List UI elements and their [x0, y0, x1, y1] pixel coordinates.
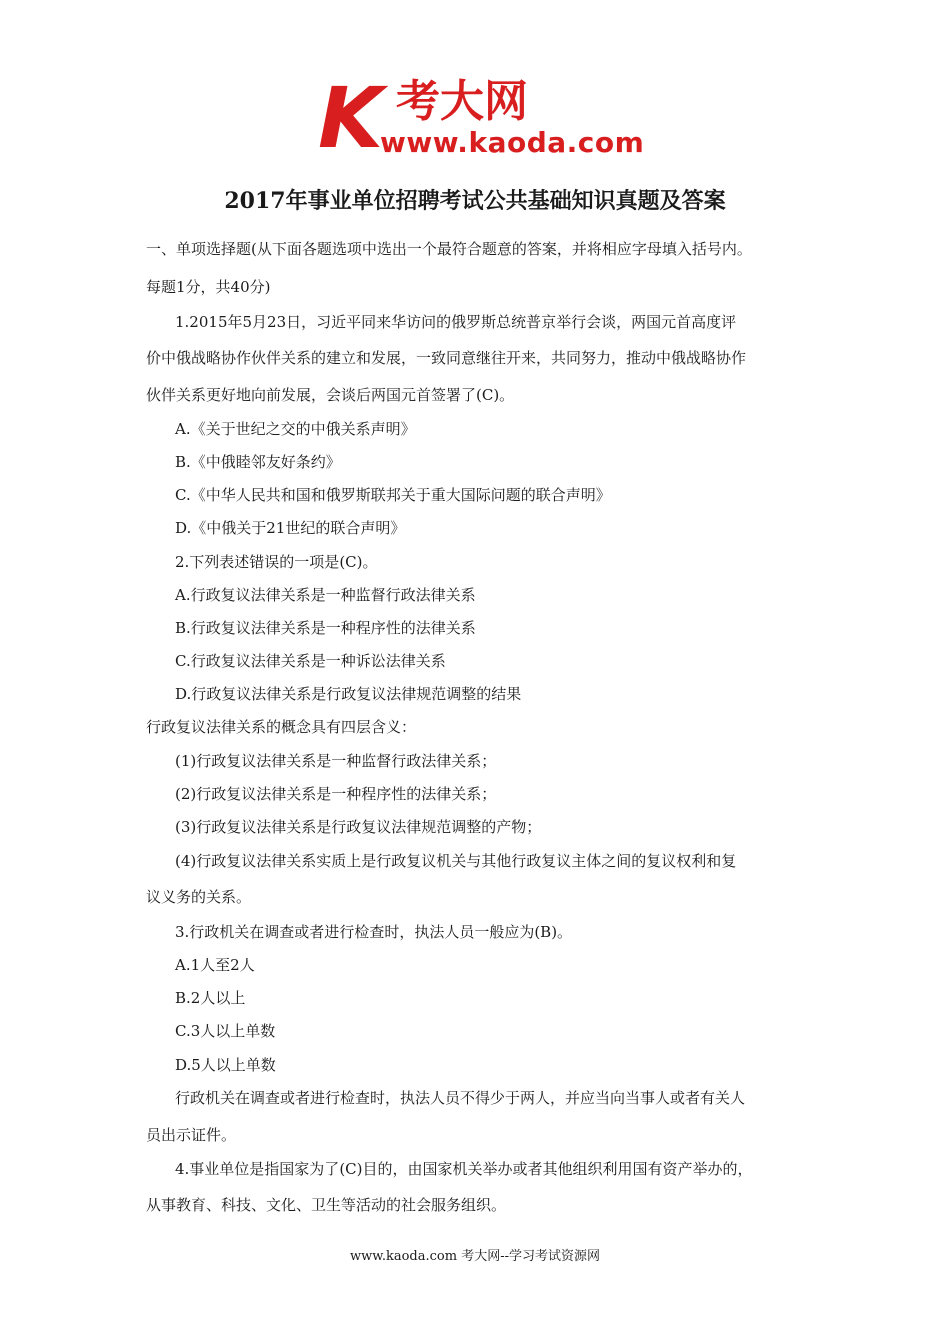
explanation-item: (1)行政复议法律关系是一种监督行政法律关系；	[175, 752, 497, 770]
option-c: C.《中华人民共和国和俄罗斯联邦关于重大国际问题的联合声明》	[175, 486, 611, 504]
question-1-cont: 价中俄战略协作伙伴关系的建立和发展，一致同意继往开来，共同努力，推动中俄战略协作	[146, 349, 747, 367]
option-b: B.《中俄睦邻友好条约》	[175, 453, 341, 471]
question-2: 2.下列表述错误的一项是(C)。	[175, 553, 378, 571]
option-a: A.1人至2人	[175, 956, 255, 974]
kaoda-logo	[318, 69, 645, 167]
section-heading-cont: 每题1分，共40分)	[146, 278, 271, 296]
question-3: 3.行政机关在调查或者进行检查时，执法人员一般应为(B)。	[175, 923, 573, 941]
logo-url: www.kaoda.com	[380, 126, 645, 159]
option-c: C.行政复议法律关系是一种诉讼法律关系	[175, 652, 446, 670]
question-4: 4.事业单位是指国家为了(C)目的，由国家机关举办或者其他组织利用国有资产举办的，	[175, 1160, 753, 1178]
question-1: 1.2015年5月23日，习近平同来华访问的俄罗斯总统普京举行会谈，两国元首高度评	[175, 313, 737, 331]
explanation-item-cont: 议义务的关系。	[146, 888, 252, 906]
question-1-cont: 伙伴关系更好地向前发展，会谈后两国元首签署了(C)。	[146, 386, 515, 404]
option-a: A.《关于世纪之交的中俄关系声明》	[175, 420, 416, 438]
explanation: 行政机关在调查或者进行检查时，执法人员不得少于两人，并应当向当事人或者有关人	[175, 1089, 746, 1107]
option-d: D.《中俄关于21世纪的联合声明》	[175, 519, 406, 537]
section-heading: 一、单项选择题(从下面各题选项中选出一个最符合题意的答案，并将相应字母填入括号内。	[146, 240, 752, 258]
page-footer: www.kaoda.com 考大网--学习考试资源网	[350, 1249, 600, 1264]
option-b: B.行政复议法律关系是一种程序性的法律关系	[175, 619, 476, 637]
option-d: D.5人以上单数	[175, 1056, 276, 1074]
explanation-item: (4)行政复议法律关系实质上是行政复议机关与其他行政复议主体之间的复议权利和复	[175, 852, 737, 870]
page-title: 2017年事业单位招聘考试公共基础知识真题及答案	[224, 188, 726, 214]
option-b: B.2人以上	[175, 989, 246, 1007]
option-c: C.3人以上单数	[175, 1022, 276, 1040]
explanation-item: (3)行政复议法律关系是行政复议法律规范调整的产物；	[175, 818, 542, 836]
option-d: D.行政复议法律关系是行政复议法律规范调整的结果	[175, 685, 522, 703]
logo-site-name: 考大网	[396, 76, 528, 127]
explanation-item: (2)行政复议法律关系是一种程序性的法律关系；	[175, 785, 497, 803]
option-a: A.行政复议法律关系是一种监督行政法律关系	[175, 586, 476, 604]
explanation: 行政复议法律关系的概念具有四层含义：	[146, 718, 417, 736]
question-4-cont: 从事教育、科技、文化、卫生等活动的社会服务组织。	[146, 1196, 507, 1214]
explanation-cont: 员出示证件。	[146, 1126, 237, 1144]
logo-k-mark: K	[318, 69, 380, 167]
